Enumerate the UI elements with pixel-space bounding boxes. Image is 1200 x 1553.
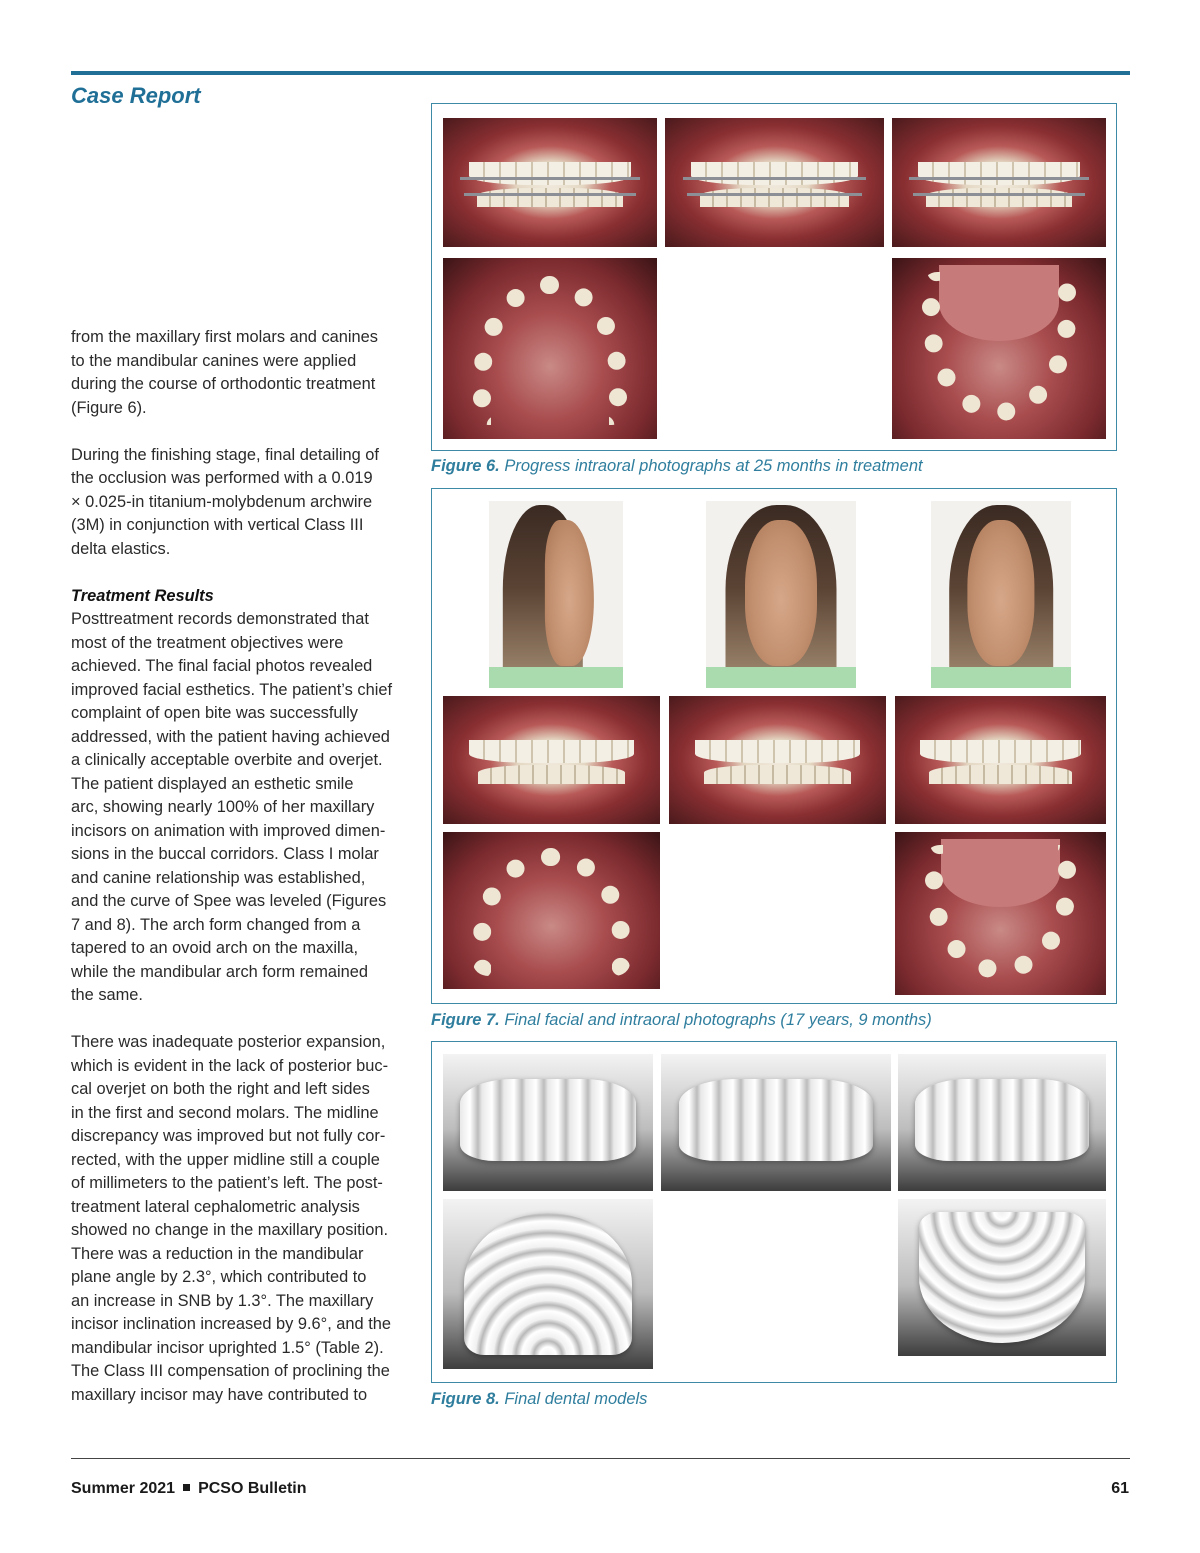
header-rule [71,71,1130,75]
paragraph-results: Posttreatment records demonstrated that most of the treatment objectives were achieved. The final facial photos revealed improved facial esthetics. The patient’s chief complaint of open bite was successfully addressed, with the patient having achieved a clinically acceptable overbite and overjet. The patient displayed an esthetic smile arc, showing nearly 100% of her maxillary incisors on animation with improved dimen- sions in the buccal corridors. Class I molar and canine relationship was established, and the curve of Spee was leveled (Figures 7 and 8). The arch form changed from a tapered to an ovoid arch on the maxilla, while the mandibular arch form remained the same. [71,610,393,1004]
page-number: 61 [1111,1480,1129,1497]
square-bullet-icon [183,1484,190,1491]
fig8-left-model [898,1054,1106,1191]
fig7-frontal-intraoral-photo [669,696,886,824]
fig6-maxillary-occlusal-photo [443,258,657,439]
fig7-frontal-smile-photo [931,501,1071,688]
figure-6-caption: Figure 6. Progress intraoral photographs at 25 months in treatment [431,457,923,475]
paragraph-2: During the finishing stage, final detailing of the occlusion was performed with a 0.019 × 0.025-in titanium-molybdenum archwire (3M) in conjunction with vertical Class III delta elastics. [71,445,379,558]
figure-8-frame [431,1041,1117,1383]
figure-8-caption: Figure 8. Final dental models [431,1390,648,1408]
fig8-frontal-model [661,1054,891,1191]
fig8-maxillary-occlusal-model [443,1199,653,1369]
fig8-right-model [443,1054,653,1191]
footer-issue: Summer 2021 PCSO Bulletin [71,1480,307,1497]
fig7-mandibular-occlusal-photo [895,832,1106,995]
body-text-column [71,326,411,1407]
fig7-maxillary-occlusal-photo [443,832,660,989]
figure-6-frame [431,103,1117,451]
fig7-profile-photo [489,501,623,688]
fig7-left-buccal-photo [895,696,1106,824]
subheading-treatment-results: Treatment Results [71,586,214,605]
fig6-frontal-photo [665,118,884,247]
footer-rule [71,1458,1130,1459]
fig6-left-buccal-photo [892,118,1106,247]
fig6-mandibular-occlusal-photo [892,258,1106,439]
figure-7-frame [431,488,1117,1004]
figure-7-caption: Figure 7. Final facial and intraoral photographs (17 years, 9 months) [431,1011,932,1029]
paragraph-final: There was inadequate posterior expansion, which is evident in the lack of posterior buc- cal overjet on both the right and left sides in the first and second molars. The midline discrepancy was improved but not fully cor- rected, with the upper midline still a couple of millimeters to the patient’s left. The post- treatment lateral cephalometric analysis showed no change in the maxillary position. There was a reduction in the mandibular plane angle by 2.3°, which contributed to an increase in SNB by 1.3°. The maxillary incisor inclination increased by 9.6°, and the mandibular incisor uprighted 1.5° (Table 2). The Class III compensation of proclining the maxillary incisor may have contributed to [71,1033,391,1404]
fig7-right-buccal-photo [443,696,660,824]
section-label: Case Report [71,83,201,108]
fig6-right-buccal-photo [443,118,657,247]
paragraph-1: from the maxillary first molars and canines to the mandibular canines were applied during the course of orthodontic treatment (Figure 6). [71,328,378,417]
fig8-mandibular-occlusal-model [898,1199,1106,1356]
fig7-frontal-rest-photo [706,501,856,688]
